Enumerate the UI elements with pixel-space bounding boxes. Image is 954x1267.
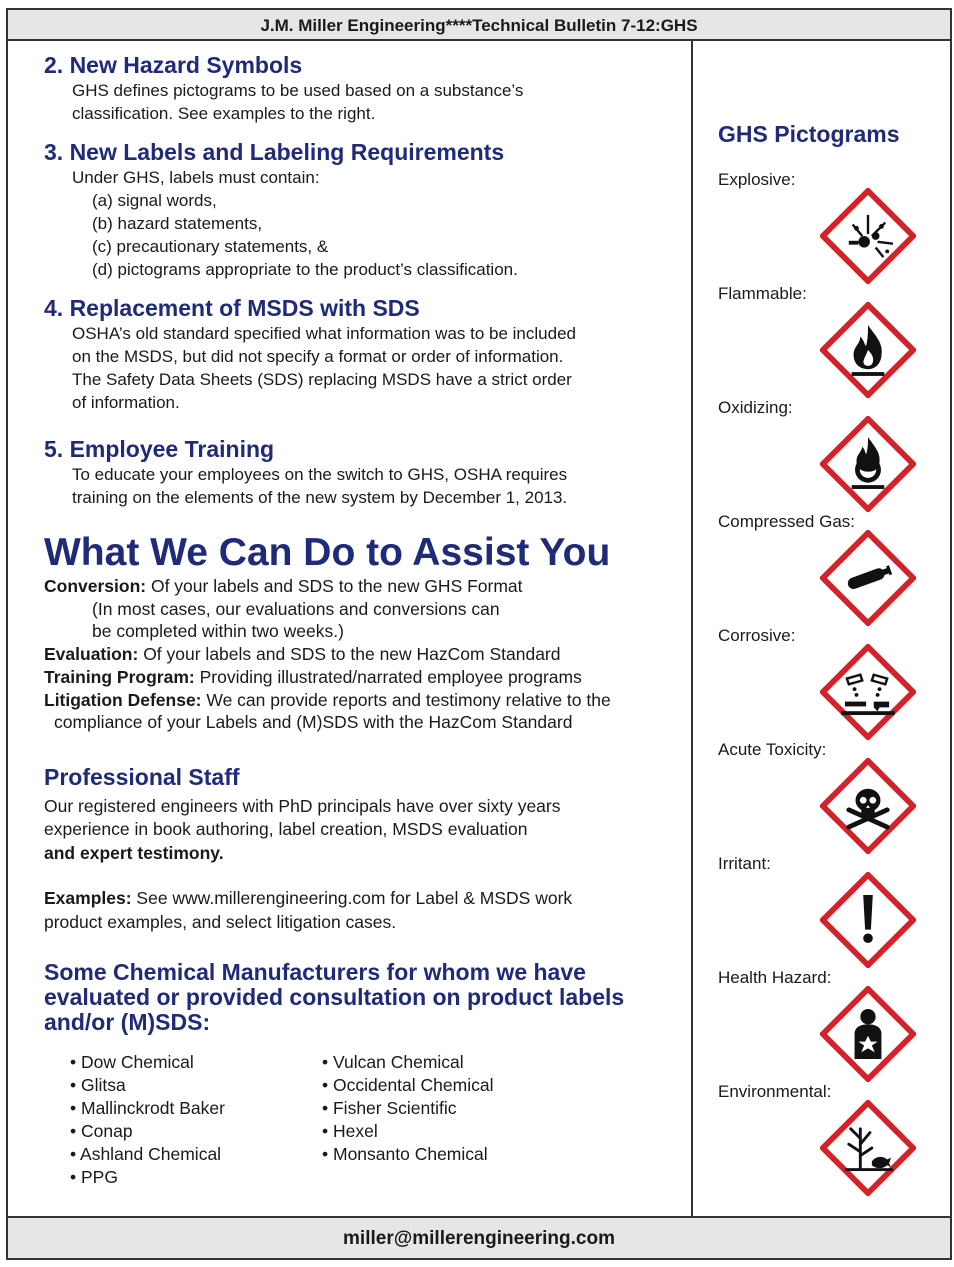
bulletin-footer: miller@millerengineering.com [8,1216,950,1258]
training-program-label: Training Program: [44,666,195,687]
staff-section [44,764,684,935]
pictogram-column [718,120,948,1196]
body-line: GHS defines pictograms to be used based on a substance’s [72,81,524,100]
litigation-label: Litigation Defense: [44,689,202,710]
body-line: training on the elements of the new system by December 1, 2013. [72,488,568,507]
training-program-line [44,666,684,689]
section-msds [44,295,684,414]
bulletin-header: J.M. Miller Engineering****Technical Bulletin 7-12:GHS [8,10,950,41]
list-item: • Monsanto Chemical [322,1144,488,1165]
training-program-text: Providing illustrated/narrated employee programs [194,666,582,687]
body-line: Under GHS, labels must contain: [72,168,320,187]
litigation-line [44,689,684,712]
pictogram-corrosive [718,626,948,740]
pictogram-oxidizing [718,398,948,512]
section-training [44,436,684,509]
manufacturers-heading: evaluated or provided consultation on product labels [44,984,625,1011]
section-hazard-symbols [44,52,684,125]
list-item: • Hexel [322,1121,378,1142]
flame-icon [820,302,916,398]
section-heading: 4. Replacement of MSDS with SDS [44,295,420,321]
gas-cylinder-icon [820,530,916,626]
examples-line [44,887,684,911]
examples-text: See www.millerengineering.com for Label & MSDS work [131,888,573,909]
pictogram-flammable [718,284,948,398]
section-labels [44,139,684,281]
list-item: (d) pictograms appropriate to the product’s classification. [92,260,518,279]
exclamation-icon [820,872,916,968]
pictogram-label: Acute Toxicity: [718,740,827,759]
pictogram-label: Flammable: [718,284,807,303]
list-item: • Occidental Chemical [322,1075,494,1096]
pictogram-label: Compressed Gas: [718,512,855,531]
list-item: • Conap [70,1121,133,1142]
assist-heading: What We Can Do to Assist You [44,531,611,574]
explosive-icon [820,188,916,284]
manufacturers-section [44,960,684,1189]
body-line: classification. See examples to the right. [72,104,376,123]
pictogram-acute-toxicity [718,740,948,854]
pictogram-environmental [718,1082,948,1196]
pictogram-compressed-gas [718,512,948,626]
list-item: • Mallinckrodt Baker [70,1098,225,1119]
body-line: To educate your employees on the switch to GHS, OSHA requires [72,465,568,484]
list-item: • Dow Chemical [70,1052,194,1073]
body-line: on the MSDS, but did not specify a format or order of information. [72,347,564,366]
list-item: (b) hazard statements, [92,214,263,233]
staff-line: Our registered engineers with PhD principals have over sixty years [44,795,561,816]
manufacturers-heading: and/or (M)SDS: [44,1009,211,1036]
conversion-label: Conversion: [44,576,147,596]
health-hazard-icon [820,986,916,1082]
litigation-text: We can provide reports and testimony relative to the [201,689,611,710]
conversion-line [44,575,684,598]
body-line: of information. [72,393,180,412]
manufacturers-list [44,1051,684,1189]
list-item: (a) signal words, [92,191,217,210]
bulletin-frame [6,8,952,1260]
pictogram-label: Explosive: [718,170,796,189]
staff-line: and expert testimony. [44,842,224,863]
evaluation-label: Evaluation: [44,644,139,665]
manufacturers-col-2 [322,1051,574,1189]
manufacturers-heading: Some Chemical Manufacturers for whom we have [44,959,586,986]
pictogram-health-hazard [718,968,948,1082]
staff-line: experience in book authoring, label creation, MSDS evaluation [44,819,528,840]
staff-heading: Professional Staff [44,763,240,790]
section-heading: 2. New Hazard Symbols [44,52,303,78]
conversion-note: be completed within two weeks.) [92,621,344,642]
pictogram-explosive [718,170,948,284]
assist-section [44,531,684,734]
body-line: OSHA’s old standard specified what information was to be included [72,324,576,343]
body-line: The Safety Data Sheets (SDS) replacing MSDS have a strict order [72,370,572,389]
examples-label: Examples: [44,888,132,909]
list-item: • Vulcan Chemical [322,1052,464,1073]
pictogram-label: Corrosive: [718,626,796,645]
manufacturers-col-1 [70,1051,322,1189]
conversion-text: Of your labels and SDS to the new GHS Format [146,576,523,596]
pictogram-label: Health Hazard: [718,968,832,987]
examples-cont: product examples, and select litigation cases. [44,911,397,932]
list-item: • Fisher Scientific [322,1098,457,1119]
pictograms-title: GHS Pictograms [718,121,900,147]
flame-over-circle-icon [820,416,916,512]
pictogram-irritant [718,854,948,968]
environment-icon [820,1100,916,1196]
list-item: • PPG [70,1167,118,1188]
main-column [44,52,684,1189]
section-heading: 3. New Labels and Labeling Requirements [44,139,505,165]
litigation-cont: compliance of your Labels and (M)SDS with the HazCom Standard [54,712,573,733]
column-divider [691,41,693,1218]
pictogram-label: Environmental: [718,1082,832,1101]
evaluation-line [44,643,684,666]
corrosion-icon [820,644,916,740]
section-heading: 5. Employee Training [44,436,275,462]
pictogram-label: Oxidizing: [718,398,793,417]
conversion-note: (In most cases, our evaluations and conversions can [92,598,500,619]
pictogram-label: Irritant: [718,854,771,873]
list-item: (c) precautionary statements, & [92,237,329,256]
skull-crossbones-icon [820,758,916,854]
list-item: • Ashland Chemical [70,1144,222,1165]
evaluation-text: Of your labels and SDS to the new HazCom Standard [138,644,561,665]
list-item: • Glitsa [70,1075,126,1096]
